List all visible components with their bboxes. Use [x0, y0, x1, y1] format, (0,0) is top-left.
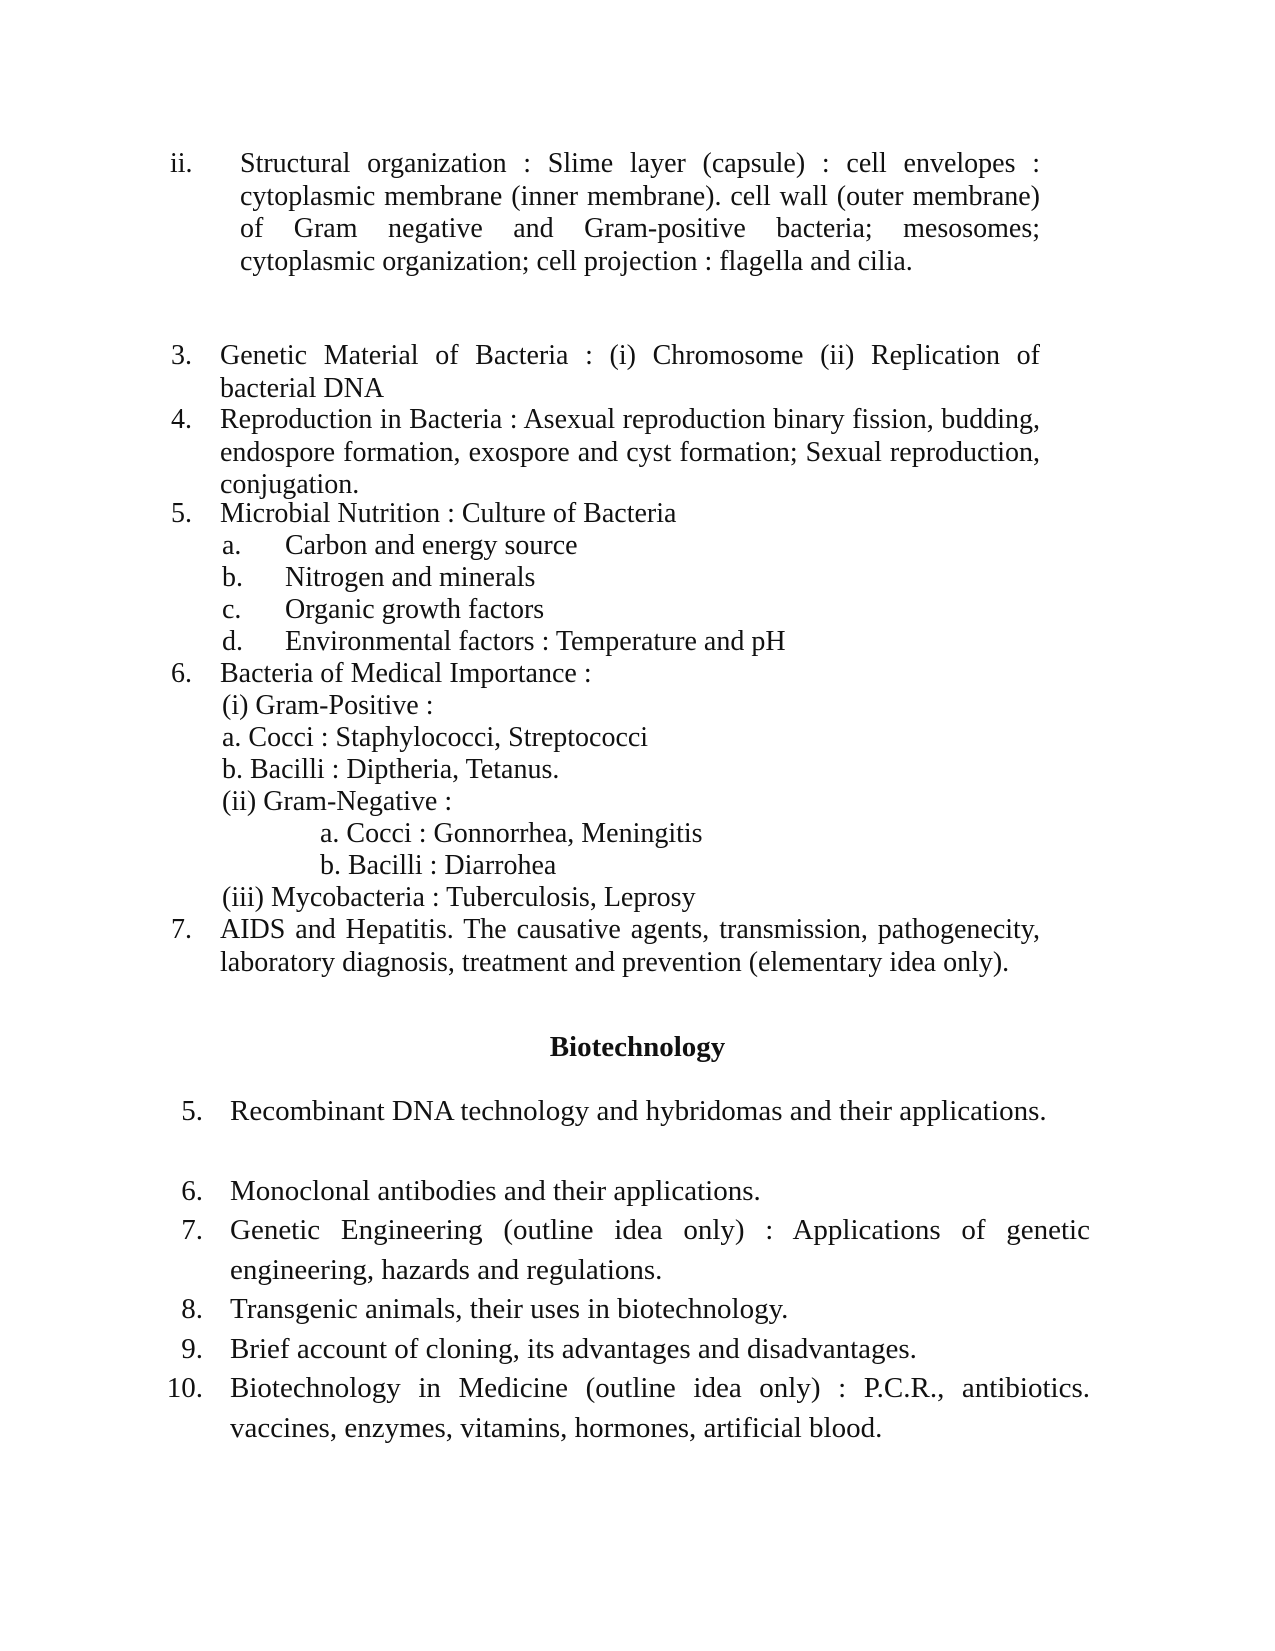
sub-text: Nitrogen and minerals: [285, 562, 536, 593]
item-text: Genetic Engineering (outline idea only) : Applications of genetic engineering, hazards and regulations.: [230, 1214, 1090, 1286]
section-heading: Biotechnology: [549, 1031, 726, 1063]
item-text: Monoclonal antibodies and their applications.: [230, 1175, 761, 1207]
sub-marker: b.: [222, 562, 243, 593]
item-marker: 6.: [181, 1175, 203, 1207]
sub-line-gram-negative: (ii) Gram-Negative :: [222, 786, 453, 817]
item-marker: 9.: [181, 1333, 203, 1365]
item-marker: 6.: [171, 658, 192, 689]
sub-line-bacilli: b. Bacilli : Diptheria, Tetanus.: [222, 754, 560, 785]
item-text: Biotechnology in Medicine (outline idea only) : P.C.R., antibiotics. vaccines, enzymes, vitamins, hormones, artificial blood.: [230, 1372, 1090, 1444]
item-text: AIDS and Hepatitis. The causative agents, transmission, pathogenecity, laboratory diagnosis, treatment and prevention (elementary idea only).: [220, 914, 1040, 978]
sub-marker: a.: [222, 530, 242, 561]
item-marker: 5.: [171, 498, 192, 529]
item-marker: 10.: [166, 1372, 203, 1404]
sub-line-gram-positive: (i) Gram-Positive :: [222, 690, 434, 721]
sub-line-cocci-negative: a. Cocci : Gonnorrhea, Meningitis: [320, 818, 703, 849]
item-marker: 5.: [181, 1095, 203, 1127]
sub-line-cocci: a. Cocci : Staphylococci, Streptococci: [222, 722, 649, 753]
item-marker: 4.: [171, 404, 192, 435]
item-text: Brief account of cloning, its advantages and disadvantages.: [230, 1333, 917, 1365]
item-text: Reproduction in Bacteria : Asexual reproduction binary fission, budding, endospore formation, exospore and cyst formation; Sexual reproduction, conjugation.: [220, 404, 1040, 500]
item-marker: ii.: [170, 148, 193, 179]
item-marker: 7.: [181, 1214, 203, 1246]
item-marker: 8.: [181, 1293, 203, 1325]
sub-text: Carbon and energy source: [285, 530, 578, 561]
item-text: Genetic Material of Bacteria : (i) Chromosome (ii) Replication of bacterial DNA: [220, 340, 1040, 404]
sub-marker: d.: [222, 626, 243, 657]
sub-marker: c.: [222, 594, 242, 625]
item-text: Structural organization : Slime layer (capsule) : cell envelopes : cytoplasmic membrane (inner membrane). cell wall (outer membrane) of Gram negative and Gram-positive bacteria; mesosomes; cytoplasmic organization; cell projection : flagella and cilia.: [240, 148, 1040, 277]
item-text: Transgenic animals, their uses in biotechnology.: [230, 1293, 789, 1325]
item-marker: 7.: [171, 914, 192, 945]
item-text: Microbial Nutrition : Culture of Bacteria: [220, 498, 677, 529]
item-text: Recombinant DNA technology and hybridomas and their applications.: [230, 1095, 1047, 1127]
sub-text: Environmental factors : Temperature and pH: [285, 626, 786, 657]
sub-line-mycobacteria: (iii) Mycobacteria : Tuberculosis, Leprosy: [222, 882, 696, 913]
item-text: Bacteria of Medical Importance :: [220, 658, 592, 689]
item-marker: 3.: [171, 340, 192, 371]
sub-line-bacilli-negative: b. Bacilli : Diarrohea: [320, 850, 557, 881]
sub-text: Organic growth factors: [285, 594, 545, 625]
